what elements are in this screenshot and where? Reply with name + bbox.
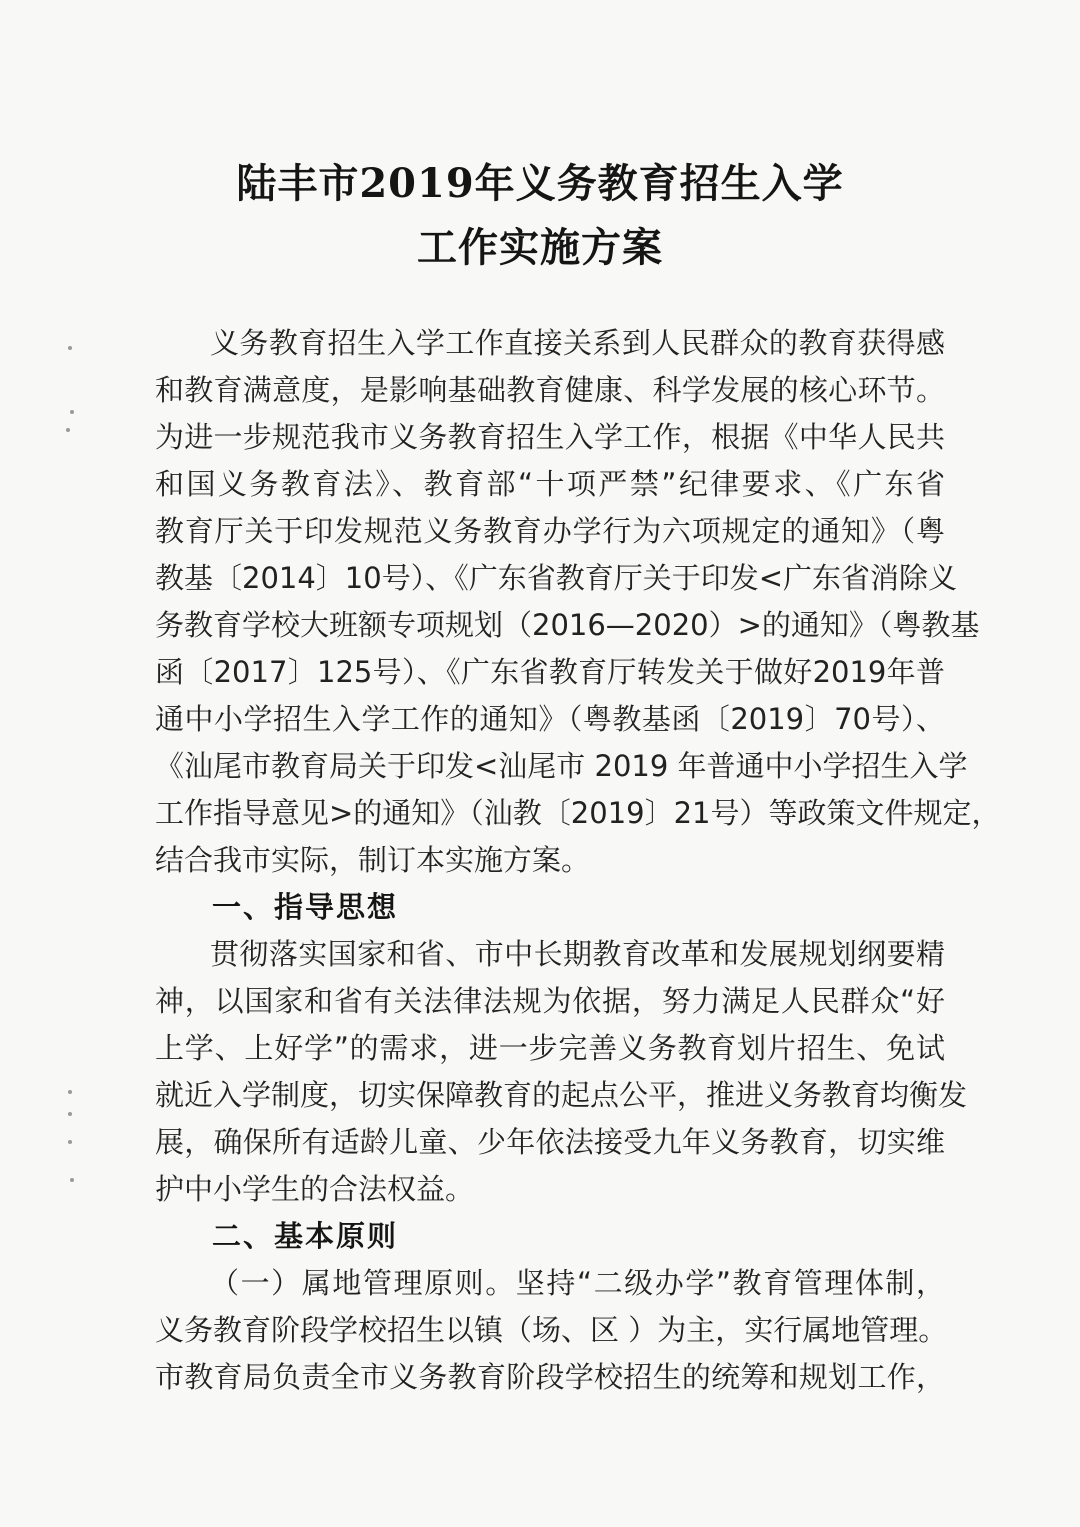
- paragraph-line: 和国义务教育法》、教育部“十项严禁”纪律要求、《广东省: [155, 467, 945, 501]
- paragraph-line: 展，确保所有适龄儿童、少年依法接受九年义务教育，切实维: [155, 1125, 945, 1159]
- section-heading-basic-principles: 二、基本原则: [212, 1219, 399, 1253]
- document-title-line-2: 工作实施方案: [417, 224, 663, 271]
- paragraph-line: 通中小学招生入学工作的通知》（粤教基函〔2019〕70号）、: [155, 702, 945, 736]
- scan-speck: [66, 428, 70, 432]
- paragraph-line: 工作指导意见>的通知》（汕教〔2019〕21号）等政策文件规定，: [155, 796, 1001, 830]
- scan-speck: [68, 1112, 72, 1116]
- paragraph-line: 务教育学校大班额专项规划（2016—2020）>的通知》（粤教基: [155, 608, 980, 642]
- paragraph-line: 教育厅关于印发规范义务教育办学行为六项规定的通知》（粤: [155, 514, 945, 548]
- scan-speck: [70, 1178, 74, 1182]
- paragraph-line: 市教育局负责全市义务教育阶段学校招生的统筹和规划工作，: [155, 1360, 945, 1394]
- document-title-line-1: 陆丰市2019年义务教育招生入学: [236, 160, 844, 207]
- paragraph-line: 义务教育阶段学校招生以镇（场、区 ）为主，实行属地管理。: [155, 1313, 948, 1347]
- scan-speck: [68, 1140, 72, 1144]
- paragraph-line: 上学、上好学”的需求，进一步完善义务教育划片招生、免试: [155, 1031, 945, 1065]
- paragraph-line: 义务教育招生入学工作直接关系到人民群众的教育获得感: [210, 326, 945, 360]
- scan-speck: [68, 1090, 72, 1094]
- section-heading-guiding-ideology: 一、指导思想: [212, 890, 399, 924]
- scan-speck: [68, 346, 72, 350]
- paragraph-line: 护中小学生的合法权益。: [155, 1172, 475, 1206]
- paragraph-line: 结合我市实际，制订本实施方案。: [155, 843, 591, 877]
- paragraph-line: 为进一步规范我市义务教育招生入学工作，根据《中华人民共: [155, 420, 945, 454]
- paragraph-line: 贯彻落实国家和省、市中长期教育改革和发展规划纲要精: [210, 937, 945, 971]
- paragraph-line: 教基〔2014〕10号）、《广东省教育厅关于印发<广东省消除义: [155, 561, 958, 595]
- scan-speck: [70, 410, 74, 414]
- paragraph-line: （一）属地管理原则。坚持“二级办学”教育管理体制，: [210, 1266, 945, 1300]
- paragraph-line: 《汕尾市教育局关于印发<汕尾市 2019 年普通中小学招生入学: [155, 749, 968, 783]
- paragraph-line: 就近入学制度，切实保障教育的起点公平，推进义务教育均衡发: [155, 1078, 968, 1112]
- paragraph-line: 和教育满意度，是影响基础教育健康、科学发展的核心环节。: [155, 373, 945, 407]
- paragraph-line: 神，以国家和省有关法律法规为依据，努力满足人民群众“好: [155, 984, 945, 1018]
- paragraph-line: 函〔2017〕125号）、《广东省教育厅转发关于做好2019年普: [155, 655, 945, 689]
